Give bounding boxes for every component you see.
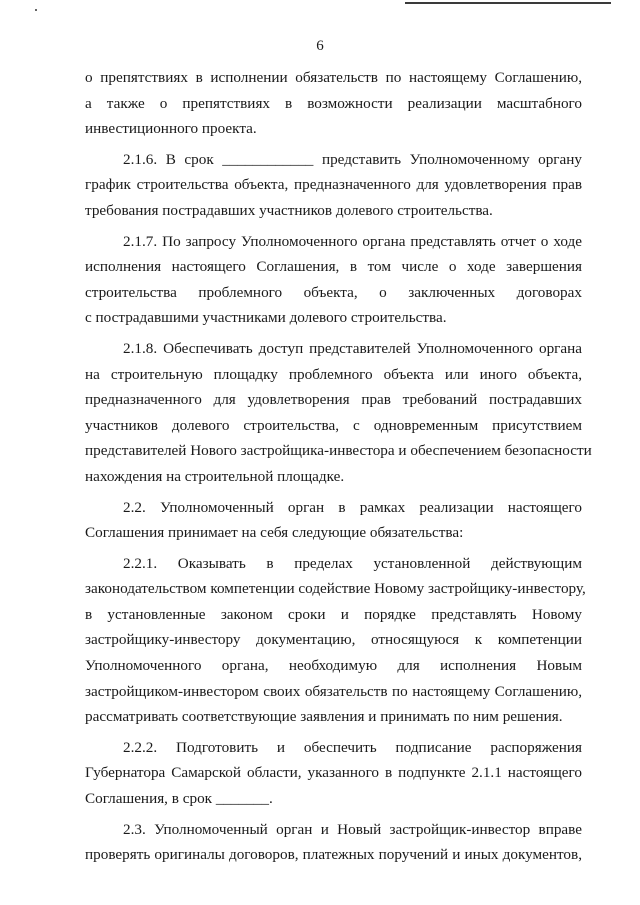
text-line: а также о препятствиях в возможности реализации масштабного [85,94,582,112]
text-line: 2.1.7. По запросу Уполномоченного органа представлять отчет о ходе [123,232,582,250]
scan-speck [35,9,37,11]
page-number: 6 [316,38,324,54]
text-line: представителей Нового застройщика-инвестора и обеспечением безопасности [85,442,592,460]
document-text [85,65,592,873]
text-line: на строительную площадку проблемного объекта или иного объекта, [85,365,582,383]
text-line: требования пострадавших участников долевого строительства. [85,201,493,219]
text-line: 2.1.8. Обеспечивать доступ представителей Уполномоченного органа [123,339,582,357]
text-line: нахождения на строительной площадке. [85,467,345,485]
text-line: инвестиционного проекта. [85,120,257,138]
text-line: 2.2.2. Подготовить и обеспечить подписание распоряжения [123,738,582,756]
top-scan-rule [405,2,611,4]
paragraph-continuation [85,65,582,142]
text-line: предназначенного для удовлетворения прав требований пострадавших [85,391,582,409]
text-line: исполнения настоящего Соглашения, в том числе о ходе завершения [85,258,582,276]
paragraph-2-1-8 [85,336,592,490]
paragraph-2-2 [85,495,582,546]
text-line: Соглашения принимает на себя следующие обязательства: [85,524,464,542]
paragraph-2-3 [85,817,582,868]
text-line: рассматривать соответствующие заявления и принимать по ним решения. [85,708,563,726]
text-line: строительства проблемного объекта, о заключенных договорах [85,283,582,301]
text-line: график строительства объекта, предназначенного для удовлетворения прав [85,176,582,194]
text-line: застройщику-инвестору документацию, относящуюся к компетенции [85,631,582,649]
text-line: Соглашения, в срок _______. [85,790,273,808]
text-line: 2.3. Уполномоченный орган и Новый застройщик-инвестор вправе [123,820,582,838]
text-line: 2.2.1. Оказывать в пределах установленной действующим [123,554,582,572]
text-line: 2.1.6. В срок ____________ представить Уполномоченному органу [123,150,582,168]
paragraph-2-2-2 [85,735,582,812]
text-line: застройщиком-инвестором своих обязательств по настоящему Соглашению, [85,682,582,700]
paragraph-2-1-7 [85,229,582,331]
text-line: Губернатора Самарской области, указанного в подпункте 2.1.1 настоящего [85,764,582,782]
text-line: участников долевого строительства, с одновременным присутствием [85,416,582,434]
text-line: с пострадавшими участниками долевого строительства. [85,309,447,327]
text-line: проверять оригиналы договоров, платежных поручений и иных документов, [85,846,582,864]
text-line: Уполномоченного органа, необходимую для исполнения Новым [85,657,582,675]
paragraph-2-2-1 [85,551,586,730]
text-line: 2.2. Уполномоченный орган в рамках реализации настоящего [123,498,582,516]
paragraph-2-1-6 [85,147,582,224]
text-line: в установленные законом сроки и порядке представлять Новому [85,605,582,623]
text-line: о препятствиях в исполнении обязательств по настоящему Соглашению, [85,69,582,86]
text-line: законодательством компетенции содействие Новому застройщику-инвестору, [85,580,586,598]
